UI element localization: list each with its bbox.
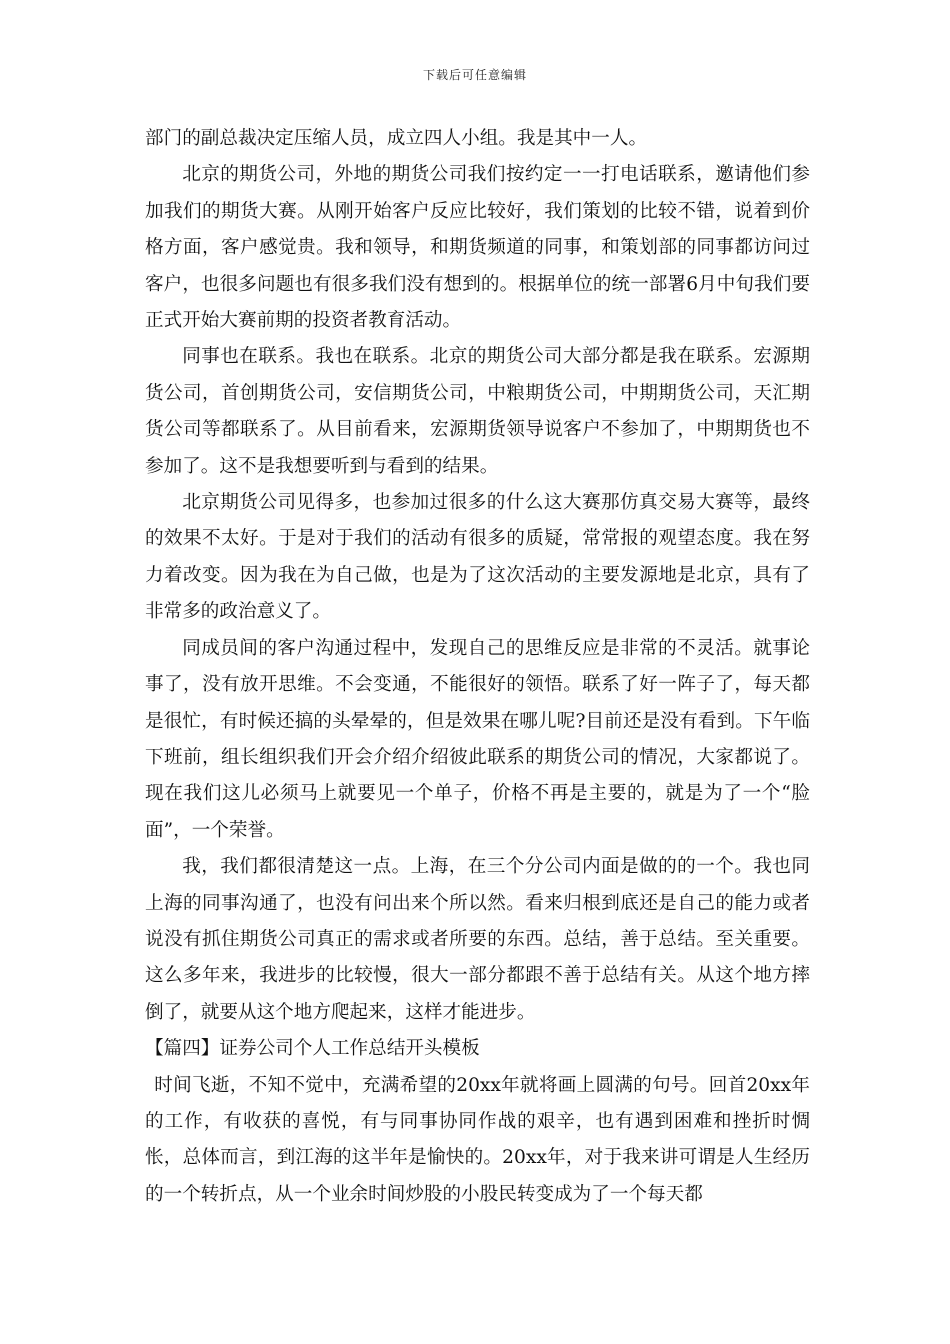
section-heading: 【篇四】证券公司个人工作总结开头模板: [145, 1038, 480, 1060]
paragraph: 北京的期货公司，外地的期货公司我们按约定一一打电话联系，邀请他们参加我们的期货大赛。从刚开始客户反应比较好，我们策划的比较不错，说着到价格方面，客户感觉贵。我和领导，和期货频道的同事，和策划部的同事都访问过客户，也很多问题也有很多我们没有想到的。根据单位的统一部署6月中旬我们要正式开始大赛前期的投资者教育活动。: [145, 164, 810, 332]
page-header: 下载后可任意编辑: [422, 68, 527, 82]
paragraph: 同成员间的客户沟通过程中，发现自己的思维反应是非常的不灵活。就事论事了，没有放开思维。不会变通，不能很好的领悟。联系了好一阵子了，每天都是很忙，有时候还搞的头晕晕的，但是效果在哪儿呢?目前还是没有看到。下午临下班前，组长组织我们开会介绍介绍彼此联系的期货公司的情况，大家都说了。现在我们这儿必须马上就要见一个单子，价格不再是主要的，就是为了一个“脸面”，一个荣誉。: [145, 637, 810, 841]
document-body: [145, 121, 810, 1213]
paragraph: 北京期货公司见得多，也参加过很多的什么这大赛那仿真交易大赛等，最终的效果不太好。于是对于我们的活动有很多的质疑，常常报的观望态度。我在努力着改变。因为我在为自己做，也是为了这次活动的主要发源地是北京，具有了非常多的政治意义了。: [145, 492, 810, 623]
paragraph: 同事也在联系。我也在联系。北京的期货公司大部分都是我在联系。宏源期货公司，首创期货公司，安信期货公司，中粮期货公司，中期期货公司，天汇期货公司等都联系了。从目前看来，宏源期货领导说客户不参加了，中期期货也不参加了。这不是我想要听到与看到的结果。: [145, 346, 810, 477]
paragraph: 时间飞逝，不知不觉中，充满希望的20xx年就将画上圆满的句号。回首20xx年的工作，有收获的喜悦，有与同事协同作战的艰辛，也有遇到困难和挫折时惆怅，总体而言，到江海的这半年是愉快的。20xx年，对于我来讲可谓是人生经历的一个转折点，从一个业余时间炒股的小股民转变成为了一个每天都: [145, 1074, 810, 1205]
paragraph-continuation: 部门的副总裁决定压缩人员，成立四人小组。我是其中一人。: [145, 128, 648, 149]
paragraph: 我，我们都很清楚这一点。上海，在三个分公司内面是做的的一个。我也同上海的同事沟通了，也没有问出来个所以然。看来归根到底还是自己的能力或者说没有抓住期货公司真正的需求或者所要的东西。总结，善于总结。至关重要。这么多年来，我进步的比较慢，很大一部分都跟不善于总结有关。从这个地方摔倒了，就要从这个地方爬起来，这样才能进步。: [145, 856, 810, 1023]
